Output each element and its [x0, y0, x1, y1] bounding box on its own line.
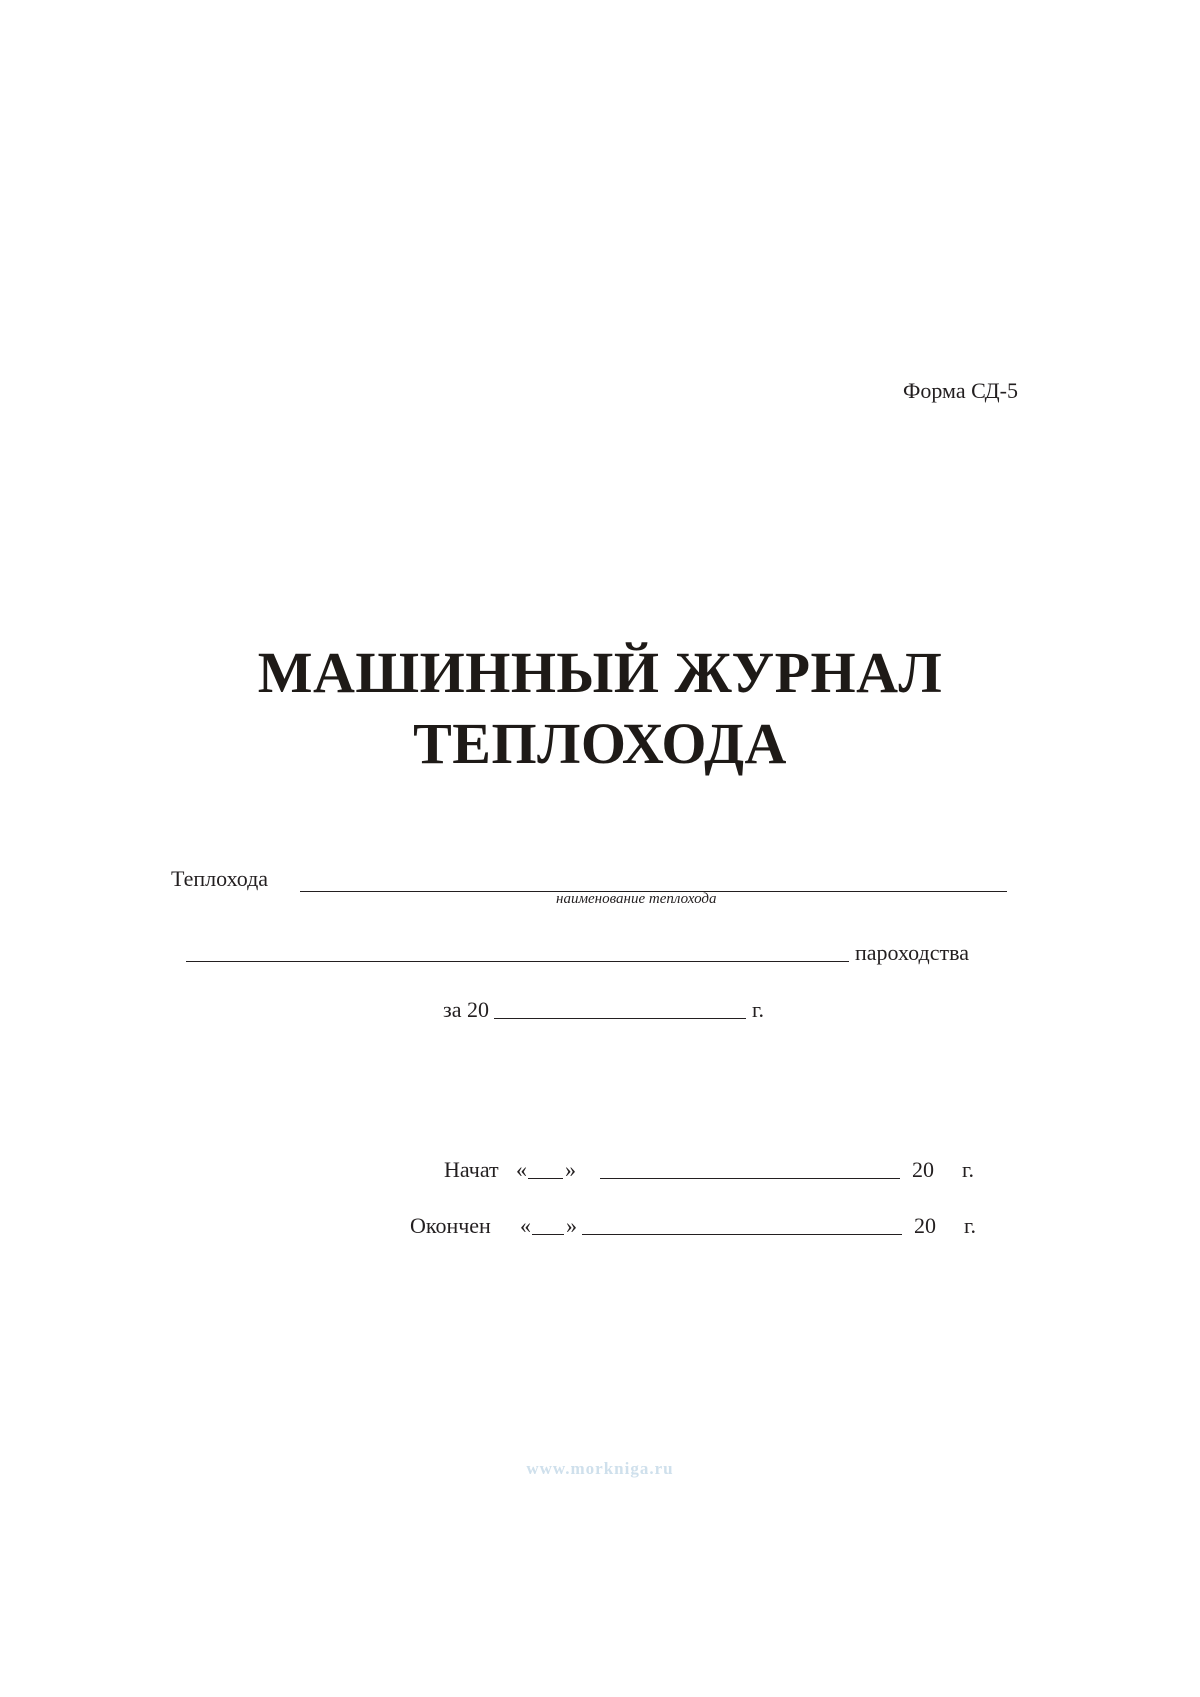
started-year-prefix: 20: [912, 1157, 934, 1182]
started-label: Начат: [444, 1157, 499, 1182]
title-line-1: МАШИННЫЙ ЖУРНАЛ: [257, 640, 943, 705]
ended-year-suffix: г.: [964, 1213, 977, 1238]
watermark: www.morkniga.ru: [526, 1459, 674, 1478]
year-prefix: за 20: [443, 997, 489, 1022]
form-code: Форма СД-5: [903, 378, 1018, 403]
ended-label: Окончен: [410, 1213, 491, 1238]
vessel-label: Теплохода: [171, 866, 269, 891]
ended-day-close: »: [566, 1213, 577, 1238]
started-day-line[interactable]: [528, 1178, 563, 1179]
shipping-company-line[interactable]: [186, 961, 849, 962]
vessel-name-caption: наименование теплохода: [556, 891, 717, 907]
started-month-line[interactable]: [600, 1178, 900, 1179]
started-day-close: »: [565, 1157, 576, 1182]
title-line-2: ТЕПЛОХОДА: [413, 711, 787, 776]
year-suffix: г.: [752, 997, 765, 1022]
started-year-suffix: г.: [962, 1157, 975, 1182]
ended-month-line[interactable]: [582, 1234, 902, 1235]
shipping-company-suffix: пароходства: [855, 940, 969, 965]
ended-day-line[interactable]: [532, 1234, 564, 1235]
ended-day-open: «: [520, 1213, 531, 1238]
year-line[interactable]: [494, 1018, 746, 1019]
started-day-open: «: [516, 1157, 527, 1182]
ended-year-prefix: 20: [914, 1213, 936, 1238]
